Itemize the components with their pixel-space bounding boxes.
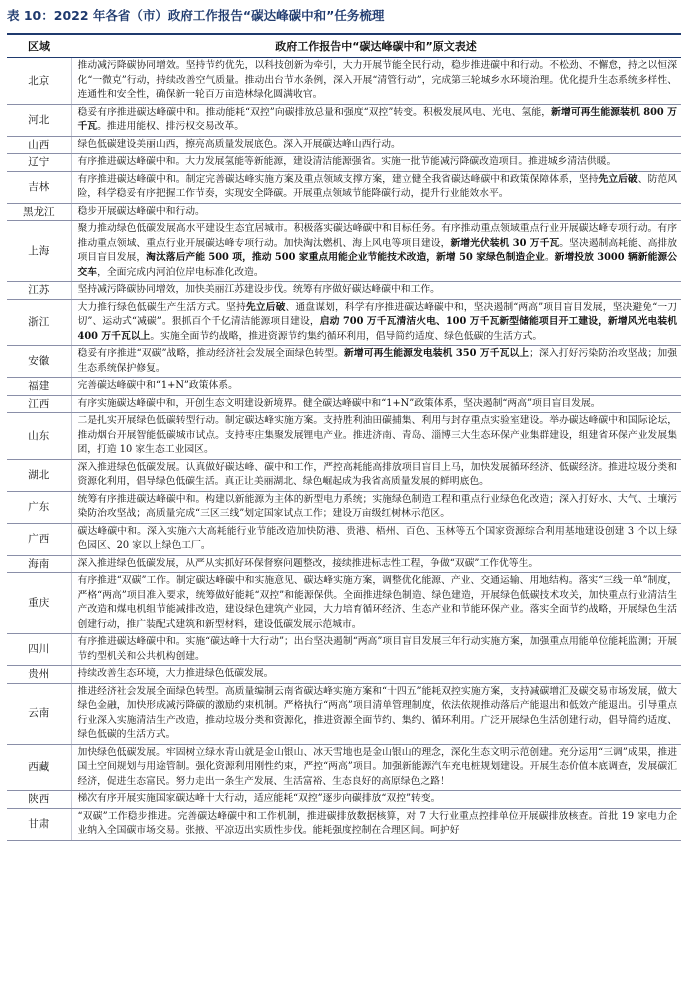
policy-text-cell: [71, 221, 681, 282]
policy-text-cell: [71, 104, 681, 136]
region-cell: 河北: [7, 104, 71, 136]
region-cell: 山西: [7, 136, 71, 154]
policy-table: [7, 33, 681, 1007]
table-row: [7, 744, 681, 791]
region-cell: 贵州: [7, 666, 71, 684]
policy-text-cell: [71, 346, 681, 378]
policy-text: 梯次有序开展实施国家碳达峰十大行动，适应能耗“双控”逐步向碳排放“双控”转变。: [77, 793, 441, 804]
table-row: [7, 634, 681, 666]
region-cell: 北京: [7, 58, 71, 105]
policy-text-cell: [71, 171, 681, 203]
policy-text-cell: [71, 58, 681, 105]
region-cell: 广西: [7, 523, 71, 555]
region-cell: 西藏: [7, 744, 71, 791]
table-row: [7, 378, 681, 396]
region-cell: 山东: [7, 413, 71, 460]
policy-text: 深入推进绿色低碳发展，从严从实抓好环保督察问题整改，接续推进标志性工程，争做“双碳”工作优等生。: [77, 557, 539, 569]
policy-text-cell: [71, 666, 681, 684]
policy-text-cell: [71, 154, 681, 172]
table-title: 表 10：2022 年各省（市）政府工作报告“碳达峰碳中和”任务梳理: [7, 8, 385, 23]
region-cell: 海南: [7, 555, 71, 573]
region-cell: 四川: [7, 634, 71, 666]
policy-text: 、防范风险，科学稳妥有序把握工作节奏，实现安全降碳。开展重点领域节能降碳行动，提升行业能效水平。: [77, 173, 678, 199]
policy-text: 有序推进“双碳”工作。制定碳达峰碳中和实施意见、碳达峰实施方案，调整优化能源、产业、交通运输、用地结构。落实“三线一单”制度，严格“两高”项目准入要求，统筹做好能耗“双控”和能源保供。全面推进绿色制造、绿色建造，开展绿色低碳技术攻关，加快重点行业清洁生产改造和煤电机组节能减排改造，建设绿色建筑产业园，大力培育循环经济、生态产业和节能环保产业。落实全面节约战略，开展绿色生活创建行动，推广装配式建筑和新型材料，建设低碳发展示范城市。: [77, 575, 677, 630]
policy-text: 稳妥有序推进碳达峰碳中和。推动能耗“双控”向碳排放总量和强度“双控”转变。积极发展风电、光电、氢能，: [77, 106, 552, 118]
policy-text-cell: [71, 808, 681, 840]
table-row: [7, 282, 681, 300]
policy-text: 持续改善生态环境，大力推进绿色低碳发展。: [77, 668, 274, 679]
region-cell: 江苏: [7, 282, 71, 300]
policy-text-cell: [71, 744, 681, 791]
region-cell: 安徽: [7, 346, 71, 378]
policy-text-cell: [71, 282, 681, 300]
policy-text: 聚力推动绿色低碳发展高水平建设生态宜居城市。积极落实碳达峰碳中和目标任务。有序推动重点领域重点行业开展碳达峰专项行动。有序推动重点领域、重点行业开展碳达峰专项行动。加快淘汰燃机、海上风电等项目建设，: [77, 223, 677, 249]
region-cell: 甘肃: [7, 808, 71, 840]
policy-text: “双碳”工作稳步推进。完善碳达峰碳中和工作机制，推进碳排放数据核算，对 7 大行业重点控排单位开展碳排放核查。首批 19 家电力企业纳入全国碳市场交易。张掖、平凉迈出实质性步伐。能耗强度控制在合理区间。呵护好: [77, 810, 677, 836]
highlighted-target-text: 启动 700 万千瓦清洁火电、100 万千瓦新型储能项目开工建设，新增风光电装机 400 万千瓦以上: [77, 316, 677, 342]
table-header-row: [7, 35, 681, 58]
policy-text-cell: [71, 523, 681, 555]
table-row: [7, 346, 681, 378]
region-cell: 黑龙江: [7, 203, 71, 221]
highlighted-target-text: 先立后破: [245, 301, 286, 313]
policy-text: 、通盘谋划，科学有序推进碳达峰碳中和，坚决遏制“两高”项目盲目发展，坚决避免“一刀切”、运动式“减碳”。狠抓百个千亿清洁能源项目建设，: [77, 301, 678, 327]
table-row: [7, 491, 681, 523]
region-cell: 福建: [7, 378, 71, 396]
policy-text: 深入推进绿色低碳发展。认真做好碳达峰、碳中和工作，严控高耗能高排放项目盲目上马，加快发展循环经济、低碳经济。推进垃圾分类和资源化利用，倡导绿色低碳生活。真正让美丽湖北、绿色崛起成为我省高质量发展的鲜明底色。: [77, 461, 677, 487]
policy-text: 。推进用能权、排污权交易改革。: [97, 121, 245, 132]
policy-text: 稳步开展碳达峰碳中和行动。: [77, 205, 205, 217]
policy-text-cell: [71, 459, 681, 491]
region-cell: 辽宁: [7, 154, 71, 172]
policy-text: 二是扎实开展绿色低碳转型行动。制定碳达峰实施方案。支持胜利油田碳捕集、利用与封存重点实验室建设。举办碳达峰碳中和国际论坛，推动烟台开展智能低碳城市试点。支持枣庄集聚发展锂电产业。推进济南、青岛、淄博三大生态环保产业集群建设，组建省环保产业发展集团，打造 10 家生态工业园区。: [77, 415, 677, 455]
policy-text-cell: [71, 491, 681, 523]
policy-text: 稳妥有序推进“双碳”战略，推动经济社会发展全面绿色转型。: [77, 348, 344, 359]
policy-text: 有序推进碳达峰碳中和。实施“碳达峰十大行动”；出台坚决遏制“两高”项目盲目发展三年行动实施方案，加强重点用能单位能耗监测；开展节约型机关和公共机构创建。: [77, 636, 677, 662]
table-row: [7, 136, 681, 154]
policy-text: 碳达峰碳中和。深入实施六大高耗能行业节能改造加快防港、贵港、梧州、百色、玉林等五个国家资源综合利用基地建设创建 3 个以上绿色园区、20 家以上绿色工厂。: [77, 525, 677, 551]
policy-text-cell: [71, 136, 681, 154]
highlighted-target-text: 新增投放 3000 辆新能源公交车: [77, 252, 678, 278]
table-row: [7, 299, 681, 346]
policy-text: 。坚决遏制高耗能、高排放项目盲目发展，: [77, 237, 678, 263]
table-row: [7, 523, 681, 555]
policy-text-cell: [71, 634, 681, 666]
table-row: [7, 104, 681, 136]
region-cell: 云南: [7, 683, 71, 744]
policy-text-cell: [71, 378, 681, 396]
table-row: [7, 395, 681, 413]
policy-text: 加快绿色低碳发展。牢固树立绿水青山就是金山银山、冰天雪地也是金山银山的理念，深化生态文明示范创建。充分运用“三调”成果，推进国土空间规划与用途管制。强化资源利用刚性约束，严控“两高”项目。加强新能源汽车充电桩规划建设。开展生态价值本底调查，发展碳汇经济，促进生态富民。努力走出一条生产发展、生活富裕、生态良好的高原绿色之路！: [77, 746, 677, 787]
highlighted-target-text: 淘汰落后产能 500 项，推动 500 家重点用能企业节能技术改造，新增 50 家绿色制造企业: [146, 252, 545, 263]
policy-text-cell: [71, 395, 681, 413]
table-row: [7, 555, 681, 573]
highlighted-target-text: 先立后破: [598, 173, 638, 185]
policy-text: 推进经济社会发展全面绿色转型。高质量编制云南省碳达峰实施方案和“十四五”能耗双控实施方案，支持减碳增汇及碳交易市场发展，做大绿色金融，加快形成减污降碳的激励约束机制。严格执行“两高”项目清单管理制度，依法依规推动落后产能退出和低效产能退出。引导重点行业深入实施清洁生产改造，推动垃圾分类和资源化，推进资源全面节约、集约、循环利用。广泛开展绿色生活创建行动，倡导简约适度、绿色低碳的生活方式。: [77, 685, 677, 740]
highlighted-target-text: 新增光伏装机 30 万千瓦: [450, 237, 560, 249]
table-row: [7, 58, 681, 105]
policy-text: 有序实施碳达峰碳中和，开创生态文明建设新境界。健全碳达峰碳中和“1+N”政策体系，坚决遏制“两高”项目盲目发展。: [77, 397, 601, 409]
table-row: [7, 171, 681, 203]
region-cell: 江西: [7, 395, 71, 413]
policy-text: 有序推进碳达峰碳中和。大力发展氢能等新能源，建设清洁能源强省。实施一批节能减污降碳改造项目。推进城乡清洁供暖。: [77, 156, 617, 167]
policy-text: 绿色低碳建设美丽山西，擦亮高质量发展底色。深入开展碳达峰山西行动。: [77, 138, 401, 150]
table-row: [7, 808, 681, 840]
table-row: [7, 221, 681, 282]
policy-text: 完善碳达峰碳中和“1+N”政策体系。: [77, 380, 238, 391]
region-cell: 陕西: [7, 791, 71, 809]
table-row: [7, 666, 681, 684]
policy-text: ，全面完成内河泊位岸电标准化改造。: [97, 266, 264, 278]
policy-text: 有序推进碳达峰碳中和。制定完善碳达峰实施方案及重点领域支撑方案，建立健全我省碳达峰碳中和政策保障体系，坚持: [77, 173, 599, 185]
policy-text: 。实施全面节约战略，推进资源节约集约循环利用，倡导简约适度、绿色低碳的生活方式。: [150, 330, 543, 342]
region-cell: 湖北: [7, 459, 71, 491]
policy-text: 。: [544, 252, 555, 263]
policy-text: 坚持减污降碳协同增效，加快美丽江苏建设步伐。统筹有序做好碳达峰碳中和工作。: [77, 284, 440, 295]
column-header-region: 区域: [7, 35, 71, 58]
table-row: [7, 413, 681, 460]
policy-text: 大力推行绿色低碳生产生活方式。坚持: [77, 301, 246, 313]
policy-text: 推动减污降碳协同增效。坚持节约优先，以科技创新为牵引，大力开展节能全民行动，稳步推进碳中和行动。不松劲、不懈怠，持之以恒深化“一微克”行动，持续改善空气质量。推动出台节水条例，深入开展“清管行动”，完成第三轮城乡水环境治理。优化提升生态系统多样性、连通性和安全性，确保新一轮百万亩造林绿化圆满收官。: [77, 60, 677, 100]
region-cell: 广东: [7, 491, 71, 523]
region-cell: 浙江: [7, 299, 71, 346]
policy-text-cell: [71, 413, 681, 460]
table-row: [7, 203, 681, 221]
region-cell: 重庆: [7, 573, 71, 634]
region-cell: 吉林: [7, 171, 71, 203]
policy-text-cell: [71, 555, 681, 573]
policy-text-cell: [71, 683, 681, 744]
policy-text: 统筹有序推进碳达峰碳中和。构建以新能源为主体的新型电力系统；实施绿色制造工程和重点行业绿色化改造；深入打好水、大气、土壤污染防治攻坚战；高质量完成“三区三线”划定国家试点工作；建设万亩级红树林示范区。: [77, 493, 677, 519]
policy-text-cell: [71, 203, 681, 221]
highlighted-target-text: 新增可再生能源发电装机 350 万千瓦以上: [344, 348, 530, 359]
table-row: [7, 573, 681, 634]
policy-text-cell: [71, 299, 681, 346]
column-header-text: 政府工作报告中“碳达峰碳中和”原文表述: [71, 35, 681, 58]
table-row: [7, 459, 681, 491]
policy-text: ；深入打好污染防治攻坚战；加强生态系统保护修复。: [77, 348, 677, 374]
policy-text-cell: [71, 573, 681, 634]
policy-text-cell: [71, 791, 681, 809]
highlighted-target-text: 新增可再生能源装机 800 万千瓦: [77, 106, 677, 132]
table-row: [7, 683, 681, 744]
region-cell: 上海: [7, 221, 71, 282]
table-row: [7, 791, 681, 809]
table-row: [7, 154, 681, 172]
